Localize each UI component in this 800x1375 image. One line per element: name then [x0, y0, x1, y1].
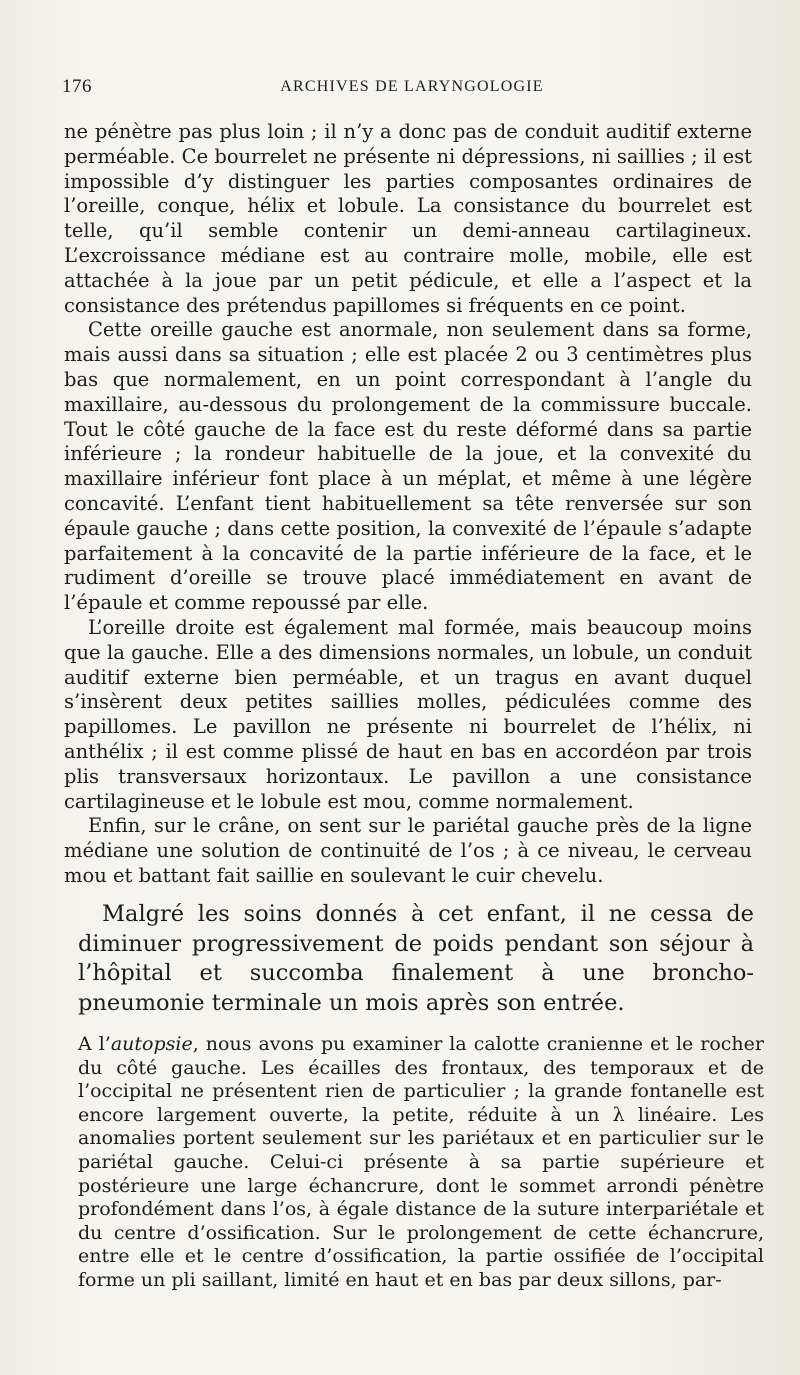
paragraph-right-ear: L’oreille droite est également mal formée, mais beaucoup moins que la gauche. Elle a des dimensions normales, un lobule, un conduit auditif externe bien perméable, et un tragus en avant duquel s’insèrent deux petites saillies molles, pédiculées comme des papillomes. Le pavillon ne présente ni bourrelet de l’hélix, ni anthélix ; il est comme plissé de haut en bas en accordéon par trois plis transversaux horizontaux. Le pavillon a une consistance cartilagineuse et le lobule est mou, comme normalement. [64, 615, 752, 813]
paragraph-left-ear: Cette oreille gauche est anormale, non seulement dans sa forme, mais aussi dans sa situation ; elle est placée 2 ou 3 centimètres plus bas que normalement, en un point correspondant à l’angle du maxillaire, au-dessous du prolongement de la commissure buccale. Tout le côté gauche de la face est du reste déformé dans sa partie inférieure ; la rondeur habituelle de la joue, et la convexité du maxillaire inférieur font place à un méplat, et même à une légère concavité. L’enfant tient habituellement sa tête renversée sur son épaule gauche ; dans cette position, la convexité de l’épaule s’adapte parfaitement à la concavité de la partie inférieure de la face, et le rudiment d’oreille se trouve placé immédiatement en avant de l’épaule et comme repoussé par elle. [64, 318, 752, 615]
paragraph-continuation: ne pénètre pas plus loin ; il n’y a donc pas de conduit auditif externe perméable. Ce bourrelet ne présente ni dépressions, ni saillies ; il est impossible d’y distinguer les parties composantes ordinaires de l’oreille, conque, hélix et lobule. La consistance du bourrelet est telle, qu’il semble contenir un demi-anneau cartilagineux. L’excroissance médiane est au contraire molle, mobile, elle est attachée à la joue par un petit pédicule, et elle a l’aspect et la consistance des prétendus papillomes si fréquents en ce point. [64, 120, 752, 317]
body-text-section-1 [64, 120, 752, 889]
autopsy-italic-word: autopsie [110, 1033, 193, 1055]
autopsy-lead: A l’ [78, 1033, 111, 1055]
paragraph-skull: Enfin, sur le crâne, on sent sur le pariétal gauche près de la ligne médiane une solution de continuité de l’os ; à ce niveau, le cerveau mou et battant fait saillie en soulevant le cuir chevelu. [64, 814, 752, 887]
page-header [62, 76, 762, 100]
paragraph-outcome: Malgré les soins donnés à cet enfant, il ne cessa de diminuer progressivement de poids pendant son séjour à l’hôpital et succomba finalement à une broncho-pneumonie terminale un mois après son entrée. [78, 901, 754, 1016]
autopsy-text: , nous avons pu examiner la calotte cranienne et le rocher du côté gauche. Les écailles des frontaux, des temporaux et de l’occipital ne présentent rien de particulier ; la grande fontanelle est encore largement ouverte, la petite, réduite à un λ linéaire. Les anomalies portent seulement sur les pariétaux et en particulier sur le pariétal gauche. Celui-ci présente à sa partie supérieure et postérieure une large échancrure, dont le sommet arrondi pénètre profondément dans l’os, à égale distance de la suture interpariétale et du centre d’ossification. Sur le prolongement de cette échancrure, entre elle et le centre d’ossification, la partie ossifiée de l’occipital forme un pli saillant, limité en haut et en bas par deux sillons, par- [78, 1033, 764, 1291]
body-text-section-2 [78, 900, 754, 1018]
body-text-section-3 [78, 1033, 764, 1293]
paragraph-autopsy [78, 1033, 764, 1293]
running-head: ARCHIVES DE LARYNGOLOGIE [280, 78, 544, 95]
page-number: 176 [62, 76, 92, 97]
